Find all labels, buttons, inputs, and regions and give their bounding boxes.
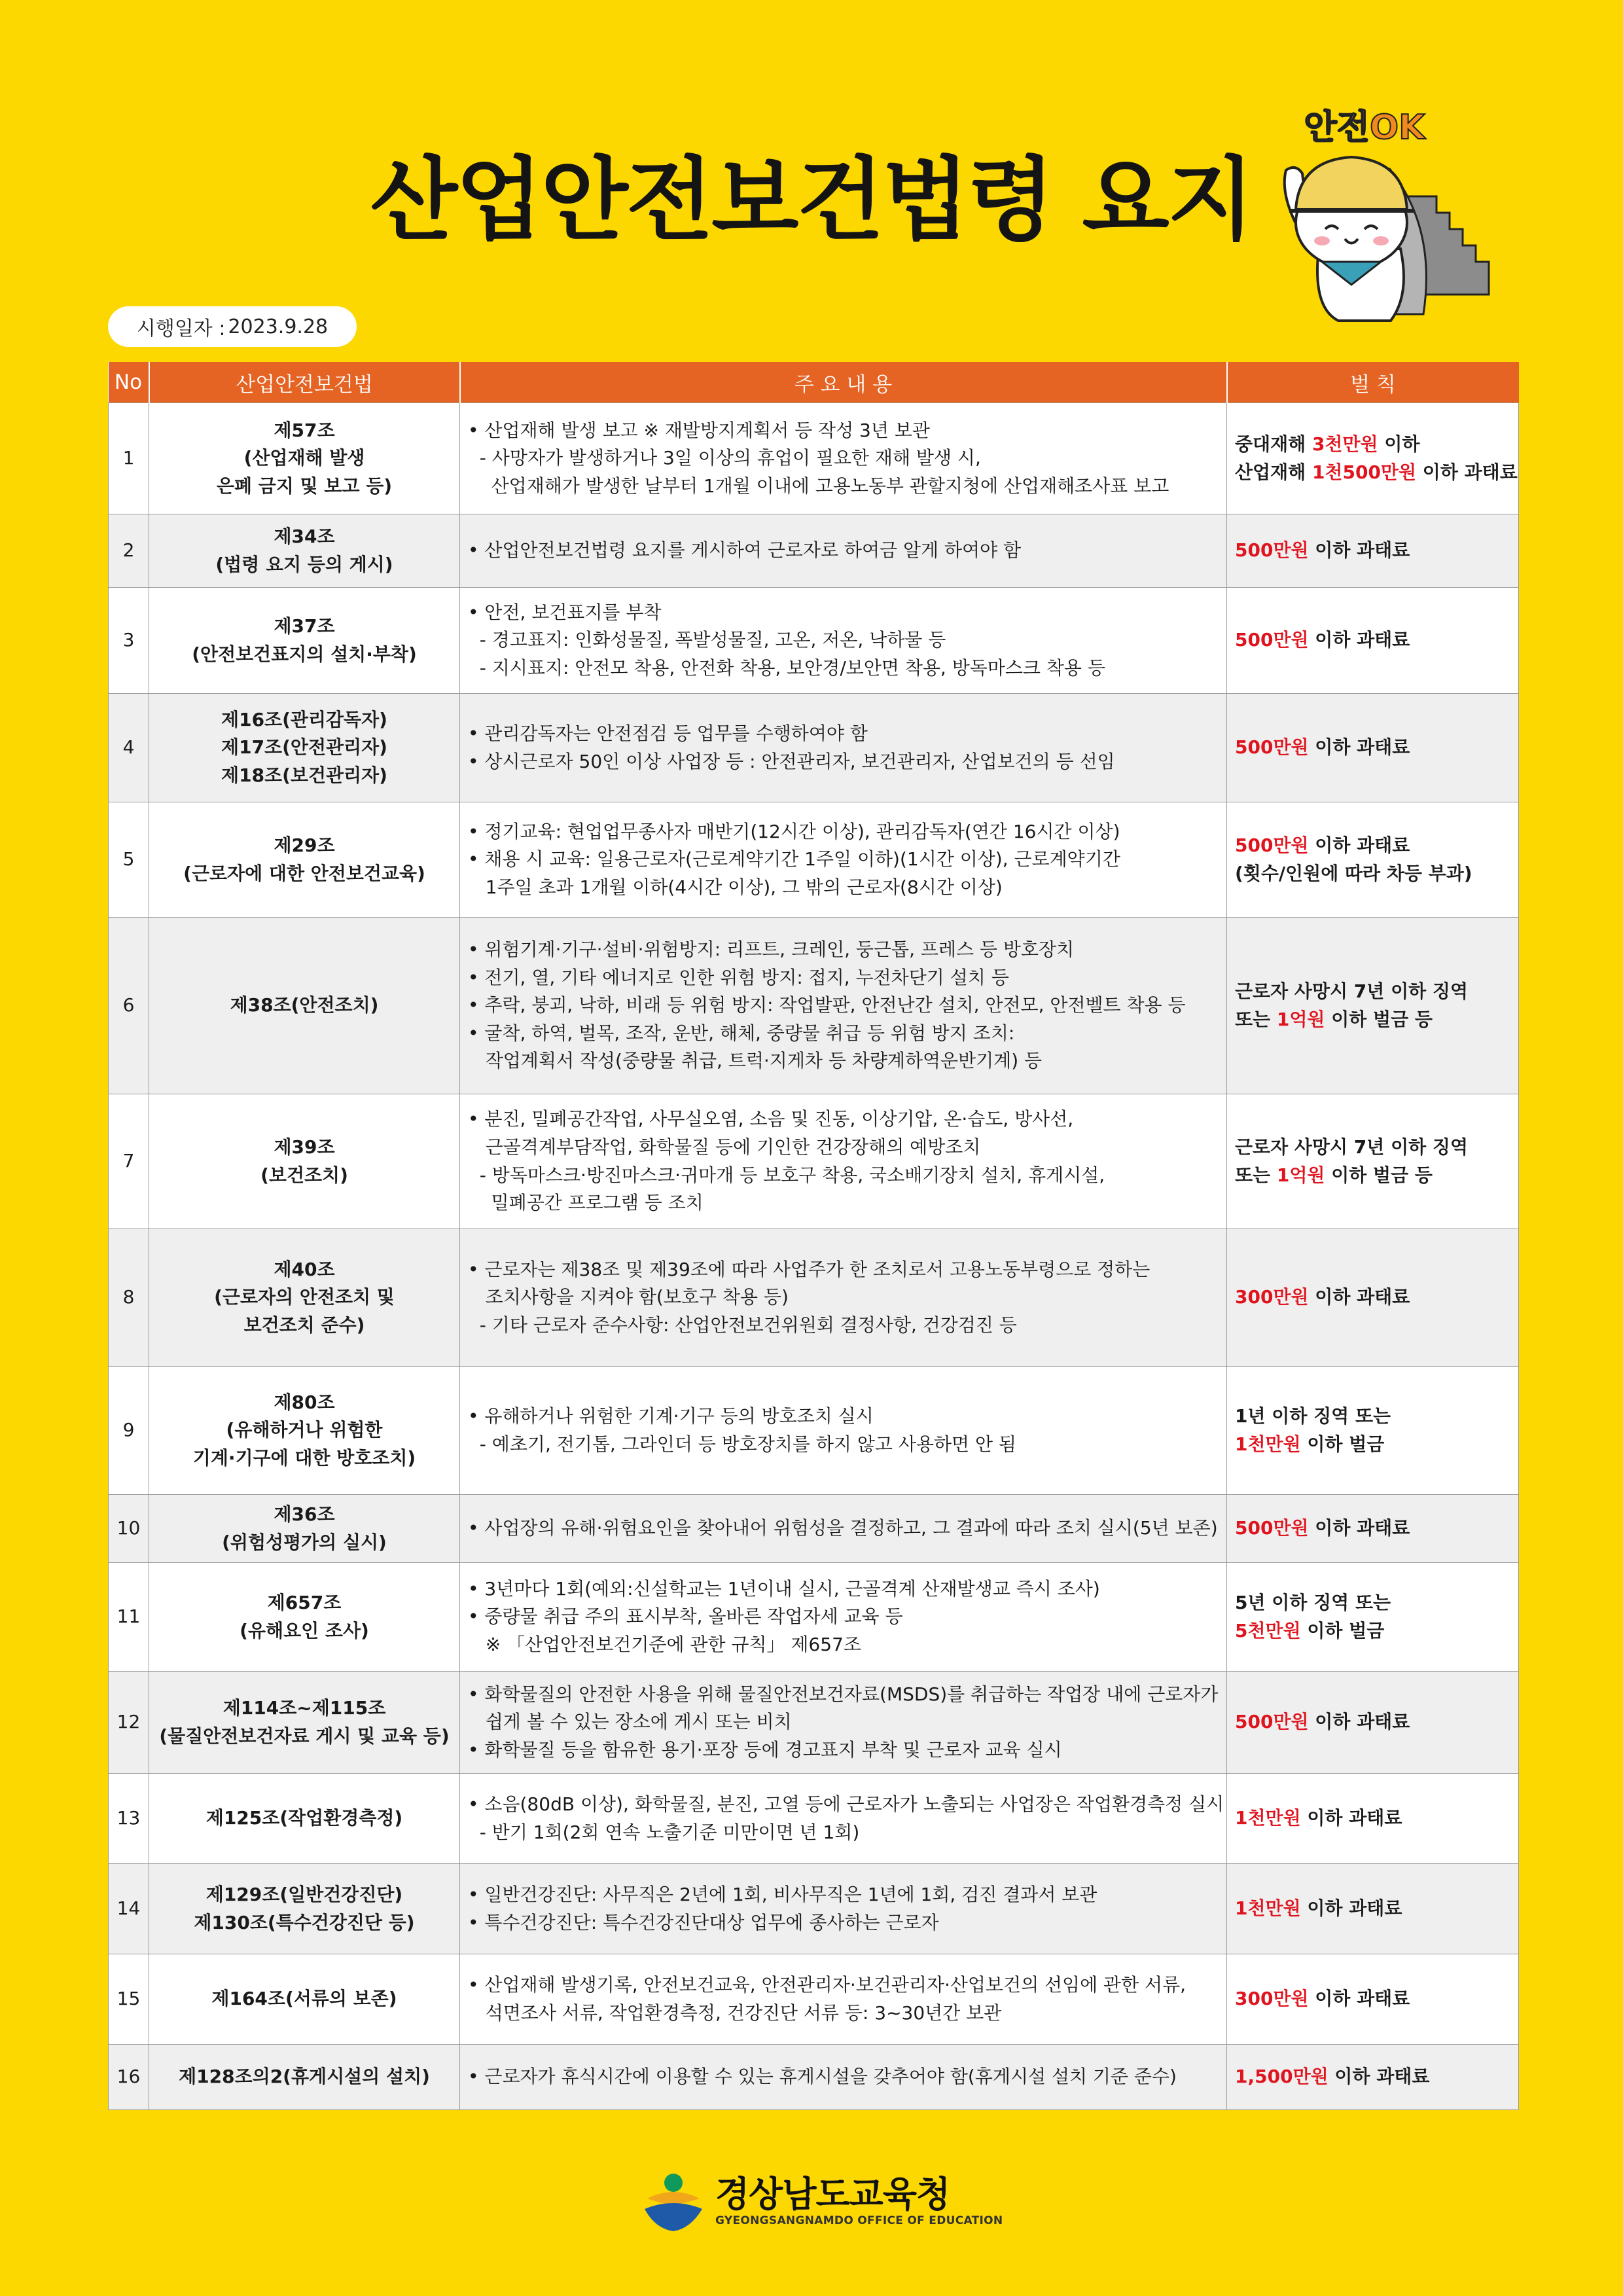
penalty-line <box>1235 1895 1510 1923</box>
law-article-line: (물질안전보건자료 게시 및 교육 등) <box>159 1725 450 1747</box>
penalty <box>1227 694 1519 802</box>
penalty <box>1227 1229 1519 1367</box>
row-number: 10 <box>109 1495 149 1563</box>
table-row <box>109 918 1519 1094</box>
penalty-text: (횟수/인원에 따라 차등 부과) <box>1235 862 1472 884</box>
content-line: 석면조사 서류, 작업환경측정, 건강진단 서류 등: 3~30년간 보관 <box>468 2001 1002 2024</box>
law-article-line: (법령 요지 등의 게시) <box>215 553 393 575</box>
penalty-text: 산업재해 <box>1235 461 1312 483</box>
penalty-amount: 1천만원 <box>1235 1433 1301 1455</box>
table-row <box>109 1954 1519 2045</box>
main-content <box>460 1864 1227 1954</box>
law-article-line: (근로자에 대한 안전보건교육) <box>183 862 425 884</box>
row-number: 11 <box>109 1563 149 1672</box>
main-content <box>460 588 1227 694</box>
penalty <box>1227 1495 1519 1563</box>
law-article-line: 제128조의2(휴게시설의 설치) <box>179 2066 430 2088</box>
table-row <box>109 1563 1519 1672</box>
penalty-text: 5년 이하 징역 또는 <box>1235 1591 1391 1613</box>
penalty-text: 중대재해 <box>1235 433 1312 455</box>
header-no: No <box>109 362 149 403</box>
law-article-line: 제114조~제115조 <box>223 1696 386 1719</box>
education-office-logo-icon <box>638 2166 709 2236</box>
penalty-text: 이하 과태료 <box>1308 736 1410 759</box>
content-line: - 사망자가 발생하거나 3일 이상의 휴업이 필요한 재해 발생 시, <box>468 447 981 469</box>
law-article-line: 제17조(안전관리자) <box>221 736 387 759</box>
law-article-line: (보건조치) <box>260 1164 348 1186</box>
law-article-line: 제29조 <box>274 834 335 856</box>
law-article <box>149 1864 460 1954</box>
penalty <box>1227 1563 1519 1672</box>
law-article-line: 제18조(보건관리자) <box>221 764 387 786</box>
content-line: • 채용 시 교육: 일용근로자(근로계약기간 1주일 이하)(1시간 이상), 근로계약기간 <box>468 848 1120 870</box>
law-article <box>149 1672 460 1774</box>
content-line: - 기타 근로자 준수사항: 산업안전보건위원회 결정사항, 건강검진 등 <box>468 1314 1017 1336</box>
penalty-amount: 3천만원 <box>1311 433 1378 455</box>
content-line: • 일반건강진단: 사무직은 2년에 1회, 비사무직은 1년에 1회, 검진 결과서 보관 <box>468 1883 1097 1905</box>
content-line: • 상시근로자 50인 이상 사업장 등 : 안전관리자, 보건관리자, 산업보건의 등 선임 <box>468 750 1115 772</box>
penalty <box>1227 2045 1519 2110</box>
content-line: • 화학물질의 안전한 사용을 위해 물질안전보건자료(MSDS)를 취급하는 작업장 내에 근로자가 <box>468 1683 1219 1705</box>
row-number: 13 <box>109 1774 149 1864</box>
penalty-text: 이하 과태료 <box>1300 1807 1402 1829</box>
penalty-text: 근로자 사망시 7년 이하 징역 <box>1235 1136 1469 1158</box>
table-row <box>109 588 1519 694</box>
content-line: 근골격계부담작업, 화학물질 등에 기인한 건강장해의 예방조치 <box>468 1136 981 1158</box>
penalty <box>1227 514 1519 588</box>
table-row <box>109 1367 1519 1495</box>
law-summary-table <box>108 362 1519 2110</box>
law-article <box>149 1094 460 1229</box>
content-line: • 굴착, 하역, 벌목, 조작, 운반, 해체, 중량물 취급 등 위험 방지 조치: <box>468 1022 1015 1044</box>
penalty-line <box>1235 1515 1510 1543</box>
content-line: • 정기교육: 현업업무종사자 매반기(12시간 이상), 관리감독자(연간 16시간 이상) <box>468 820 1120 842</box>
content-line: • 위험기계·기구·설비·위험방지: 리프트, 크레인, 둥근톱, 프레스 등 방호장치 <box>468 939 1075 961</box>
table-row <box>109 1229 1519 1367</box>
table-row <box>109 1864 1519 1954</box>
main-content <box>460 1954 1227 2045</box>
row-number: 16 <box>109 2045 149 2110</box>
content-line: 조치사항을 지켜야 함(보호구 착용 등) <box>468 1286 789 1308</box>
law-article <box>149 514 460 588</box>
table-row <box>109 514 1519 588</box>
penalty-text: 이하 <box>1378 433 1420 455</box>
penalty-text: 이하 과태료 <box>1416 461 1518 483</box>
law-article <box>149 802 460 918</box>
law-article-line: 기계·기구에 대한 방호조치) <box>192 1446 416 1469</box>
penalty-line <box>1235 459 1518 487</box>
penalty-text: 이하 벌금 <box>1300 1433 1385 1455</box>
main-content <box>460 802 1227 918</box>
penalty-line <box>1235 1431 1510 1459</box>
content-line: 밀폐공간 프로그램 등 조치 <box>468 1192 704 1214</box>
page-title: 산업안전보건법령 요지 <box>370 147 1253 253</box>
penalty-line <box>1235 832 1510 860</box>
row-number: 7 <box>109 1094 149 1229</box>
penalty <box>1227 1367 1519 1495</box>
badge-text: 안전OK <box>1304 108 1425 147</box>
content-line: - 경고표지: 인화성물질, 폭발성물질, 고온, 저온, 낙하물 등 <box>468 629 946 651</box>
penalty <box>1227 918 1519 1094</box>
penalty-line <box>1235 1589 1510 1617</box>
content-line: 산업재해가 발생한 날부터 1개월 이내에 고용노동부 관할지청에 산업재해조사표 보고 <box>468 475 1169 497</box>
law-article-line: (유해하거나 위험한 <box>226 1419 383 1441</box>
penalty <box>1227 802 1519 918</box>
main-content <box>460 2045 1227 2110</box>
penalty-line <box>1235 1804 1510 1833</box>
penalty <box>1227 588 1519 694</box>
law-article-line: 제34조 <box>274 525 335 547</box>
penalty-text: 이하 과태료 <box>1308 539 1410 562</box>
table-row <box>109 403 1519 514</box>
main-content <box>460 403 1227 514</box>
header-penalty: 벌 칙 <box>1227 362 1519 403</box>
main-content <box>460 918 1227 1094</box>
law-article <box>149 403 460 514</box>
penalty <box>1227 1864 1519 1954</box>
penalty-amount: 500만원 <box>1235 736 1309 759</box>
law-article-line: (산업재해 발생 <box>243 447 365 469</box>
penalty-text: 이하 벌금 <box>1300 1619 1385 1641</box>
header-law: 산업안전보건법 <box>149 362 460 403</box>
law-article-line: 보건조치 준수) <box>243 1314 365 1336</box>
row-number: 8 <box>109 1229 149 1367</box>
content-line: • 특수건강진단: 특수건강진단대상 업무에 종사하는 근로자 <box>468 1911 939 1933</box>
content-line: - 반기 1회(2회 연속 노출기준 미만이면 년 1회) <box>468 1821 860 1843</box>
main-content <box>460 1094 1227 1229</box>
penalty-amount: 1천500만원 <box>1311 461 1417 483</box>
law-article-line: 제39조 <box>274 1136 335 1158</box>
org-name-english: GYEONGSANGNAMDO OFFICE OF EDUCATION <box>715 2214 1003 2227</box>
penalty-text: 또는 <box>1235 1008 1277 1030</box>
law-article-line: 제130조(특수건강진단 등) <box>194 1911 415 1933</box>
content-line: • 산업재해 발생기록, 안전보건교육, 안전관리자·보건관리자·산업보건의 선임에 관한 서류, <box>468 1973 1186 1996</box>
penalty-text: 이하 벌금 등 <box>1325 1008 1433 1030</box>
law-article-line: (위험성평가의 실시) <box>222 1531 387 1553</box>
table-row <box>109 1094 1519 1229</box>
row-number: 4 <box>109 694 149 802</box>
content-line: • 산업안전보건법령 요지를 게시하여 근로자로 하여금 알게 하여야 함 <box>468 539 1022 562</box>
header-content: 주 요 내 용 <box>460 362 1227 403</box>
law-article-line: 제80조 <box>274 1391 335 1413</box>
penalty-line <box>1235 1283 1510 1312</box>
penalty-text: 이하 과태료 <box>1328 2066 1430 2088</box>
penalty-amount: 1억원 <box>1276 1164 1325 1186</box>
row-number: 9 <box>109 1367 149 1495</box>
content-line: • 유해하거나 위험한 기계·기구 등의 방호조치 실시 <box>468 1405 874 1427</box>
penalty <box>1227 1954 1519 2045</box>
content-line: • 산업재해 발생 보고 ※ 재발방지계획서 등 작성 3년 보관 <box>468 419 930 441</box>
penalty-amount: 1,500만원 <box>1235 2066 1329 2088</box>
table-header-row <box>109 362 1519 403</box>
safety-mascot-illustration <box>1240 98 1502 334</box>
law-article <box>149 1774 460 1864</box>
penalty-amount: 500만원 <box>1235 629 1309 651</box>
org-name-korean: 경상남도교육청 <box>715 2174 950 2215</box>
main-content <box>460 1367 1227 1495</box>
row-number: 14 <box>109 1864 149 1954</box>
penalty <box>1227 1672 1519 1774</box>
row-number: 12 <box>109 1672 149 1774</box>
content-line: • 전기, 열, 기타 에너지로 인한 위험 방지: 접지, 누전차단기 설치 등 <box>468 966 1009 988</box>
penalty-line <box>1235 626 1510 655</box>
penalty-line <box>1235 1162 1510 1190</box>
penalty-text: 이하 과태료 <box>1308 1517 1410 1539</box>
law-article-line: 제129조(일반건강진단) <box>205 1883 403 1905</box>
penalty <box>1227 1094 1519 1229</box>
row-number: 15 <box>109 1954 149 2045</box>
law-article <box>149 694 460 802</box>
penalty-text: 이하 과태료 <box>1308 1988 1410 2010</box>
law-article-line: 제164조(서류의 보존) <box>211 1988 397 2010</box>
content-line: - 지시표지: 안전모 착용, 안전화 착용, 보안경/보안면 착용, 방독마스크 착용 등 <box>468 656 1105 679</box>
content-line: • 중량물 취급 주의 표시부착, 올바른 작업자세 교육 등 <box>468 1605 903 1628</box>
content-line: • 사업장의 유해·위험요인을 찾아내어 위험성을 결정하고, 그 결과에 따라 조치 실시(5년 보존) <box>468 1517 1218 1539</box>
content-line: 작업계획서 작성(중량물 취급, 트럭·지게차 등 차량계하역운반기계) 등 <box>468 1050 1043 1072</box>
penalty-line <box>1235 2063 1510 2091</box>
penalty-line <box>1235 860 1510 888</box>
content-line: ※ 「산업안전보건기준에 관한 규칙」 제657조 <box>468 1633 861 1655</box>
content-line: • 안전, 보건표지를 부착 <box>468 601 662 623</box>
law-article-line: 제38조(안전조치) <box>230 994 379 1016</box>
penalty-amount: 1억원 <box>1276 1008 1325 1030</box>
law-article-line: 은폐 금지 및 보고 등) <box>216 475 393 497</box>
date-label: 시행일자 : <box>136 317 226 340</box>
table-row <box>109 694 1519 802</box>
table-row <box>109 1672 1519 1774</box>
law-article <box>149 918 460 1094</box>
law-article-line: (안전보건표지의 설치·부착) <box>192 643 417 665</box>
law-article-line: 제40조 <box>274 1258 335 1280</box>
content-line: - 방독마스크·방진마스크·귀마개 등 보호구 착용, 국소배기장치 설치, 휴게시설, <box>468 1164 1105 1186</box>
main-content <box>460 514 1227 588</box>
main-content <box>460 1229 1227 1367</box>
content-line: 쉽게 볼 수 있는 장소에 게시 또는 비치 <box>468 1711 792 1733</box>
penalty-line <box>1235 1617 1510 1645</box>
law-article <box>149 2045 460 2110</box>
content-line: • 근로자는 제38조 및 제39조에 따라 사업주가 한 조치로서 고용노동부령으로 정하는 <box>468 1258 1150 1280</box>
content-line: • 화학물질 등을 함유한 용기·포장 등에 경고표지 부착 및 근로자 교육 실시 <box>468 1738 1062 1761</box>
footer-logo <box>638 2165 1005 2237</box>
law-article-line: 제36조 <box>274 1503 335 1525</box>
law-article-line: 제16조(관리감독자) <box>221 708 387 730</box>
content-line: • 관리감독자는 안전점검 등 업무를 수행하여야 함 <box>468 722 868 744</box>
law-article-line: 제657조 <box>267 1591 342 1613</box>
penalty-text: 이하 과태료 <box>1300 1897 1402 1920</box>
penalty-line <box>1235 1134 1510 1162</box>
penalty-line <box>1235 537 1510 565</box>
penalty-amount: 500만원 <box>1235 834 1309 856</box>
effective-date-badge <box>108 306 357 347</box>
content-line: 1주일 초과 1개월 이하(4시간 이상), 그 밖의 근로자(8시간 이상) <box>468 876 1003 898</box>
main-content <box>460 1563 1227 1672</box>
penalty-text: 이하 과태료 <box>1308 1286 1410 1308</box>
penalty-text: 이하 과태료 <box>1308 1711 1410 1733</box>
law-article-line: (유해요인 조사) <box>240 1619 369 1641</box>
table-row <box>109 2045 1519 2110</box>
penalty-line <box>1235 734 1510 762</box>
content-line: • 추락, 붕괴, 낙하, 비래 등 위험 방지: 작업발판, 안전난간 설치, 안전모, 안전벨트 착용 등 <box>468 994 1186 1016</box>
main-content <box>460 1774 1227 1864</box>
penalty-text: 이하 과태료 <box>1308 629 1410 651</box>
main-content <box>460 694 1227 802</box>
row-number: 1 <box>109 403 149 514</box>
penalty-amount: 300만원 <box>1235 1988 1309 2010</box>
row-number: 5 <box>109 802 149 918</box>
penalty-text: 1년 이하 징역 또는 <box>1235 1405 1391 1427</box>
main-content <box>460 1495 1227 1563</box>
penalty <box>1227 403 1519 514</box>
penalty-amount: 300만원 <box>1235 1286 1309 1308</box>
penalty-line <box>1235 1006 1510 1034</box>
penalty-amount: 1천만원 <box>1235 1897 1301 1920</box>
penalty-line <box>1235 1403 1510 1431</box>
table-row <box>109 802 1519 918</box>
main-content <box>460 1672 1227 1774</box>
row-number: 6 <box>109 918 149 1094</box>
law-article-line: 제37조 <box>274 615 335 637</box>
law-article <box>149 1229 460 1367</box>
date-value: 2023.9.28 <box>228 315 329 338</box>
content-line: • 3년마다 1회(예외:신설학교는 1년이내 실시, 근골격계 산재발생교 즉시 조사) <box>468 1577 1100 1600</box>
penalty-text: 이하 과태료 <box>1308 834 1410 856</box>
law-article <box>149 1495 460 1563</box>
law-article-line: (근로자의 안전조치 및 <box>214 1286 395 1308</box>
law-article <box>149 588 460 694</box>
penalty-amount: 500만원 <box>1235 1711 1309 1733</box>
penalty-line <box>1235 1708 1510 1736</box>
penalty-line <box>1235 1985 1510 2013</box>
penalty-amount: 500만원 <box>1235 1517 1309 1539</box>
law-article-line: 제125조(작업환경측정) <box>205 1807 403 1829</box>
penalty <box>1227 1774 1519 1864</box>
content-line: • 분진, 밀폐공간작업, 사무실오염, 소음 및 진동, 이상기압, 온·습도, 방사선, <box>468 1108 1074 1130</box>
law-article <box>149 1563 460 1672</box>
penalty-text: 또는 <box>1235 1164 1277 1186</box>
row-number: 2 <box>109 514 149 588</box>
penalty-text: 이하 벌금 등 <box>1325 1164 1433 1186</box>
law-article <box>149 1954 460 2045</box>
content-line: - 예초기, 전기톱, 그라인더 등 방호장치를 하지 않고 사용하면 안 됨 <box>468 1433 1016 1455</box>
penalty-amount: 5천만원 <box>1235 1619 1301 1641</box>
content-line: • 소음(80dB 이상), 화학물질, 분진, 고열 등에 근로자가 노출되는 사업장은 작업환경측정 실시 <box>468 1793 1224 1815</box>
table-row <box>109 1774 1519 1864</box>
law-article <box>149 1367 460 1495</box>
table-row <box>109 1495 1519 1563</box>
penalty-amount: 500만원 <box>1235 539 1309 562</box>
content-line: • 근로자가 휴식시간에 이용할 수 있는 휴게시설을 갖추어야 함(휴게시설 설치 기준 준수) <box>468 2066 1177 2088</box>
law-article-line: 제57조 <box>274 419 335 441</box>
penalty-text: 근로자 사망시 7년 이하 징역 <box>1235 980 1469 1002</box>
penalty-line <box>1235 431 1510 459</box>
row-number: 3 <box>109 588 149 694</box>
penalty-amount: 1천만원 <box>1235 1807 1301 1829</box>
penalty-line <box>1235 978 1510 1006</box>
table-body <box>109 403 1519 2110</box>
